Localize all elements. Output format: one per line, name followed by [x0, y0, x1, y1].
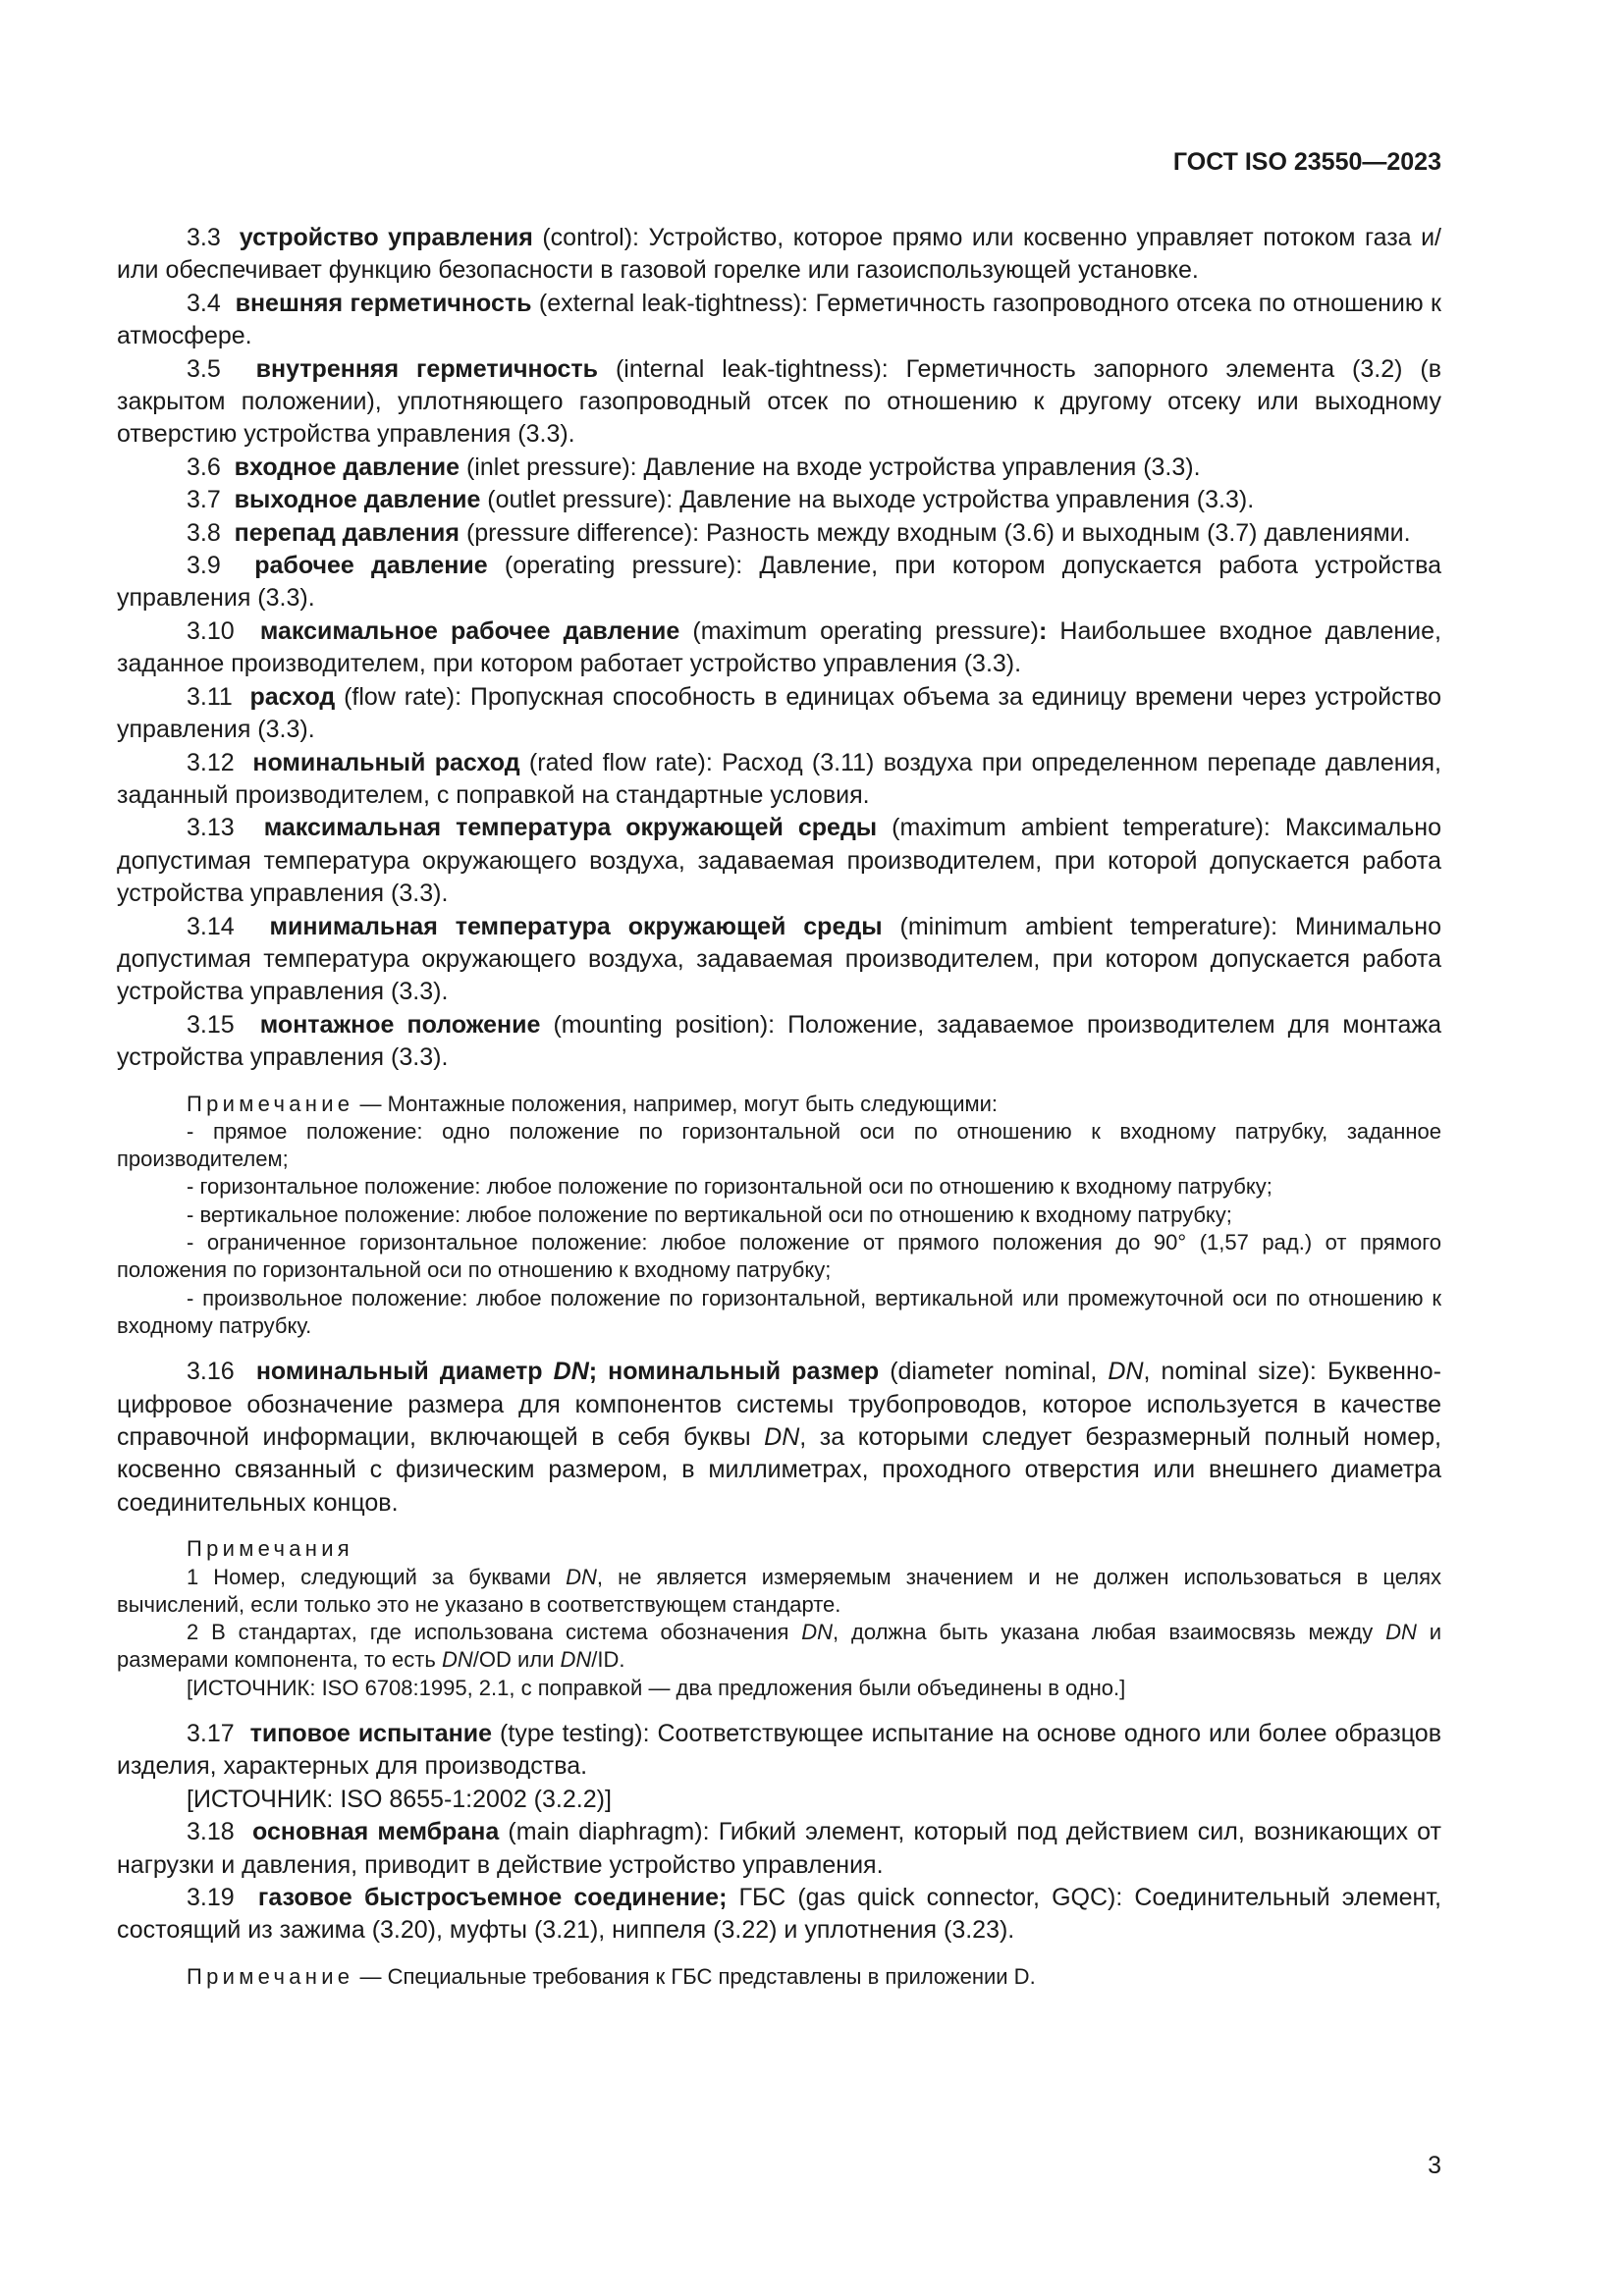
term: перепад давления — [234, 518, 460, 547]
list-item: - вертикальное положение: любое положение по вертикальной оси по отношению к входному патрубку; — [187, 1201, 1232, 1227]
term: расход — [249, 682, 336, 711]
note-text: 1 Номер, следующий за буквами — [187, 1564, 567, 1589]
definition-text: (internal leak-tightness): Герметичность запорного элемента (3.2) (в закрытом положении), уплотняющего газопроводный отсек по отношению к другому отсеку или выходному отверстию устройства управления (3.3). — [117, 354, 1441, 449]
clause-number: 3.17 — [187, 1720, 235, 1748]
clause-number: 3.19 — [187, 1884, 235, 1912]
term: рабочее давление — [254, 552, 488, 580]
term: выходное давление — [234, 486, 481, 514]
definition-3-8 — [117, 517, 1441, 550]
clause-number: 3.7 — [187, 486, 221, 514]
term: основная мембрана — [252, 1818, 500, 1846]
definition-text: ГБС (gas quick connector, GQC): Соединительный элемент, состоящий из зажима (3.20), муфты (3.21), ниппеля (3.22) и уплотнения (3.23). — [117, 1884, 1441, 1945]
clause-number: 3.18 — [187, 1818, 235, 1846]
definition-3-18 — [117, 1816, 1441, 1882]
definition-text: (main diaphragm): Гибкий элемент, который под действием сил, возникающих от нагрузки и давления, приводит в действие устройство управления. — [117, 1818, 1441, 1879]
clause-number: 3.11 — [187, 682, 233, 711]
term-part: ; номинальный размер — [588, 1358, 880, 1386]
dn-symbol: DN — [1385, 1620, 1417, 1645]
definition-text: (rated flow rate): Расход (3.11) воздуха при определенном перепаде давления, заданный производителем, с поправкой на стандартные условия. — [117, 748, 1441, 809]
clause-number: 3.8 — [187, 518, 221, 547]
definition-3-5 — [117, 353, 1441, 452]
term — [256, 1358, 879, 1385]
definition-3-11 — [117, 681, 1441, 747]
definition-3-3 — [117, 222, 1441, 288]
definition-3-13 — [117, 812, 1441, 910]
definition-text: , за которыми следует безразмерный полный номер, косвенно связанный с физическим размером, в миллиметрах, проходного отверстия или внешнего диаметра соединительных концов. — [117, 1423, 1441, 1517]
clause-number: 3.16 — [187, 1358, 235, 1386]
definition-text: (type testing): Соответствующее испытание на основе одного или более образцов изделия, характерных для производства. — [117, 1720, 1441, 1781]
term: внутренняя герметичность — [255, 354, 599, 383]
term: монтажное положение — [259, 1010, 541, 1039]
clause-number: 3.9 — [187, 552, 221, 580]
note-3-15 — [117, 1091, 1441, 1118]
dn-symbol: DN — [764, 1423, 800, 1452]
page-number: 3 — [1428, 2152, 1441, 2179]
note-text: /ID. — [591, 1647, 625, 1673]
dn-symbol: DN — [553, 1358, 589, 1386]
definition-3-6 — [117, 452, 1441, 484]
definition-text: (control): Устройство, которое прямо или косвенно управляет потоком газа и/или обеспечивает функцию безопасности в газовой горелке или газоиспользующей установке. — [117, 224, 1441, 285]
source-citation: [ИСТОЧНИК: ISO 8655-1:2002 (3.2.2)] — [187, 1785, 612, 1813]
definition-3-12 — [117, 747, 1441, 813]
term: устройство управления — [239, 224, 533, 251]
clause-number: 3.5 — [187, 354, 221, 383]
definition-text: (minimum ambient temperature): Минимально допустимая температура окружающего воздуха, задаваемая производителем, при котором допускается работа устройства управления (3.3). — [117, 912, 1441, 1006]
term-part: номинальный диаметр — [255, 1358, 554, 1386]
term: входное давление — [234, 453, 460, 481]
note-text: — Специальные требования к ГБС представлены в приложении D. — [353, 1963, 1036, 1989]
note-text: /OD или — [472, 1647, 561, 1673]
term: номинальный расход — [252, 748, 520, 776]
note-label: Примечание — [187, 1091, 354, 1116]
term: газовое быстросъемное соединение; — [257, 1884, 728, 1912]
term: типовое испытание — [249, 1720, 493, 1748]
clause-number: 3.15 — [187, 1010, 235, 1039]
note-text: , не является измеряемым значением и не должен использоваться в целях вычислений, если только это не указано в соответствующем стандарте. — [117, 1564, 1442, 1617]
definition-3-4 — [117, 288, 1441, 353]
list-item: - произвольное положение: любое положение по горизонтальной, вертикальной или промежуточной оси по отношению к входному патрубку. — [117, 1285, 1441, 1338]
dn-symbol: DN — [1108, 1358, 1144, 1386]
note-1 — [117, 1564, 1441, 1620]
clause-number: 3.12 — [187, 748, 235, 776]
definition-3-17 — [117, 1718, 1441, 1784]
clause-number: 3.14 — [187, 912, 235, 940]
clause-number: 3.10 — [187, 616, 235, 645]
english-term: (maximum operating pressure) — [679, 616, 1040, 645]
clause-number: 3.13 — [187, 814, 235, 842]
dn-symbol: DN — [441, 1647, 473, 1673]
term: максимальное рабочее давление — [259, 616, 680, 645]
definition-3-10 — [117, 615, 1441, 681]
term: минимальная температура окружающей среды — [269, 912, 883, 940]
definition-text: (diameter nominal, — [879, 1358, 1109, 1386]
note-text: 2 В стандартах, где использована система обозначения — [187, 1620, 802, 1645]
definition-text: (external leak-tightness): Герметичность газопроводного отсека по отношению к атмосфере. — [117, 289, 1441, 350]
colon: : — [1039, 616, 1048, 645]
definition-3-14 — [117, 911, 1441, 1009]
dn-symbol: DN — [801, 1620, 834, 1645]
clause-number: 3.3 — [187, 224, 221, 251]
definition-3-15 — [117, 1009, 1441, 1075]
notes-label — [117, 1535, 1441, 1563]
definition-text: Наибольшее входное давление, заданное производителем, при котором работает устройство управления (3.3). — [117, 616, 1441, 678]
definition-text: (outlet pressure): Давление на выходе устройства управления (3.3). — [480, 486, 1255, 514]
definition-text: (operating pressure): Давление, при котором допускается работа устройства управления (3.3). — [117, 552, 1441, 613]
document-code: ГОСТ ISO 23550—2023 — [1172, 148, 1441, 176]
definition-text: (pressure difference): Разность между входным (3.6) и выходным (3.7) давлениями. — [460, 518, 1411, 547]
dn-symbol: DN — [560, 1647, 592, 1673]
clause-number: 3.6 — [187, 453, 221, 481]
term: внешняя герметичность — [235, 289, 532, 317]
definition-3-16 — [117, 1356, 1441, 1520]
definition-3-9 — [117, 550, 1441, 615]
definition-3-7 — [117, 484, 1441, 516]
note-text: — Монтажные положения, например, могут быть следующими: — [353, 1091, 999, 1116]
note-text: , должна быть указана любая взаимосвязь между — [833, 1620, 1386, 1645]
note-2 — [117, 1619, 1441, 1675]
list-item: - горизонтальное положение: любое положение по горизонтальной оси по отношению к входному патрубку; — [187, 1174, 1272, 1200]
definition-text: (inlet pressure): Давление на входе устройства управления (3.3). — [460, 453, 1201, 481]
list-item: - ограниченное горизонтальное положение: любое положение от прямого положения до 90° (1,57 рад.) от прямого положения по горизонтальной оси по отношению к входному патрубку; — [117, 1230, 1441, 1283]
document-body — [117, 222, 1441, 1991]
source-citation: [ИСТОЧНИК: ISO 6708:1995, 2.1, с поправкой — два предложения были объединены в одно.] — [187, 1675, 1126, 1700]
list-item: - прямое положение: одно положение по горизонтальной оси по отношению к входному патрубку, заданное производителем; — [117, 1118, 1441, 1172]
definition-text: , nominal size): Буквенно-цифровое обозначение размера для компонентов системы трубопроводов, которое используется в качестве справочной информации, включающей в себя буквы — [117, 1358, 1441, 1452]
term: максимальная температура окружающей среды — [263, 814, 878, 842]
definition-3-19 — [117, 1882, 1441, 1948]
note-label: Примечание — [187, 1963, 354, 1989]
note-text: и размерами компонента, то есть — [117, 1620, 1441, 1673]
note-3-19 — [117, 1963, 1441, 1991]
definition-text: (flow rate): Пропускная способность в единицах объема за единицу времени через устройство управления (3.3). — [117, 682, 1441, 744]
definition-text: (maximum ambient temperature): Максимально допустимая температура окружающего воздуха, задаваемая производителем, при которой допускается работа устройства управления (3.3). — [117, 814, 1441, 908]
dn-symbol: DN — [566, 1564, 597, 1589]
note-label: Примечания — [187, 1536, 354, 1562]
clause-number: 3.4 — [187, 289, 221, 317]
definition-text: (mounting position): Положение, задаваемое производителем для монтажа устройства управления (3.3). — [117, 1010, 1441, 1072]
